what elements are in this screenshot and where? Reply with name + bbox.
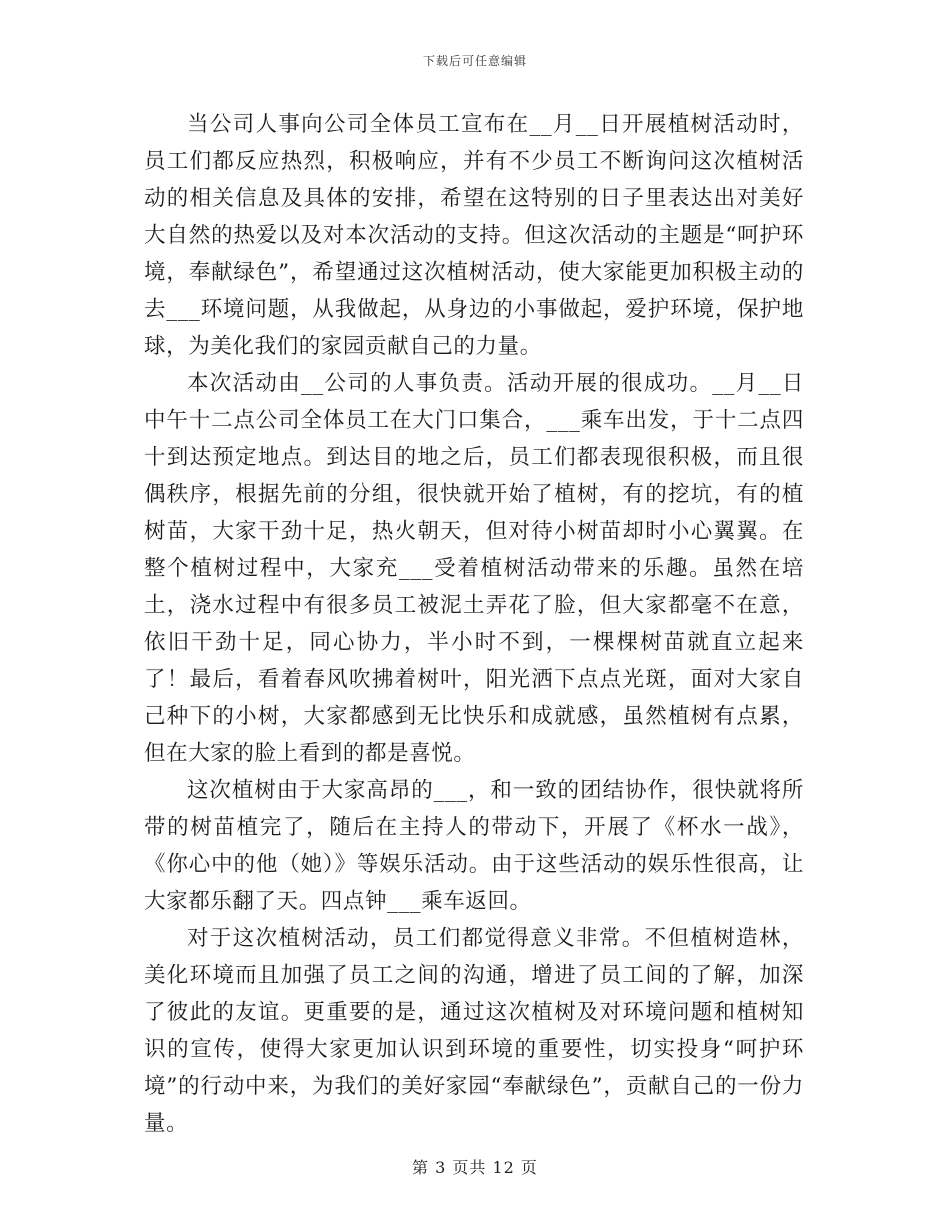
paragraph-entertainment: 这次植树由于大家高昂的___，和一致的团结协作，很快就将所带的树苗植完了，随后在主持人的带动下，开展了《杯水一战》，《你心中的他（她）》等娱乐活动。由于这些活动的娱乐性很高，让大家都乐翻了天。四点钟___乘车返回。 [144, 778, 804, 914]
document-body [144, 106, 804, 1142]
page-header: 下载后可任意编辑 [422, 54, 527, 68]
paragraph-activity: 本次活动由__公司的人事负责。活动开展的很成功。__月__日中午十二点公司全体员工在大门口集合，___乘车出发，于十二点四十到达预定地点。到达目的地之后，员工们都表现很积极，而且很偶秩序，根据先前的分组，很快就开始了植树，有的挖坑，有的植树苗，大家干劲十足，热火朝天，但对待小树苗却时小心翼翼。在整个植树过程中，大家充___受着植树活动带来的乐趣。虽然在培土，浇水过程中有很多员工被泥土弄花了脸，但大家都毫不在意，依旧干劲十足，同心协力，半小时不到，一棵棵树苗就直立起来了！最后，看着春风吹拂着树叶，阳光洒下点点光斑，面对大家自己种下的小树，大家都感到无比快乐和成就感，虽然植树有点累，但在大家的脸上看到的都是喜悦。 [144, 371, 804, 766]
paragraph-intro: 当公司人事向公司全体员工宣布在__月__日开展植树活动时，员工们都反应热烈，积极响应，并有不少员工不断询问这次植树活动的相关信息及具体的安排，希望在这特别的日子里表达出对美好大自然的热爱以及对本次活动的支持。但这次活动的主题是“呵护环境，奉献绿色”，希望通过这次植树活动，使大家能更加积极主动的去___环境问题，从我做起，从身边的小事做起，爱护环境，保护地球，为美化我们的家园贡献自己的力量。 [144, 112, 804, 359]
page-number: 第 3 页共 12 页 [412, 1158, 538, 1177]
paragraph-conclusion: 对于这次植树活动，员工们都觉得意义非常。不但植树造林，美化环境而且加强了员工之间的沟通，增进了员工间的了解，加深了彼此的友谊。更重要的是，通过这次植树及对环境问题和植树知识的宣传，使得大家更加认识到环境的重要性，切实投身“呵护环境”的行动中来，为我们的美好家园“奉献绿色”，贡献自己的一份力量。 [144, 926, 804, 1136]
